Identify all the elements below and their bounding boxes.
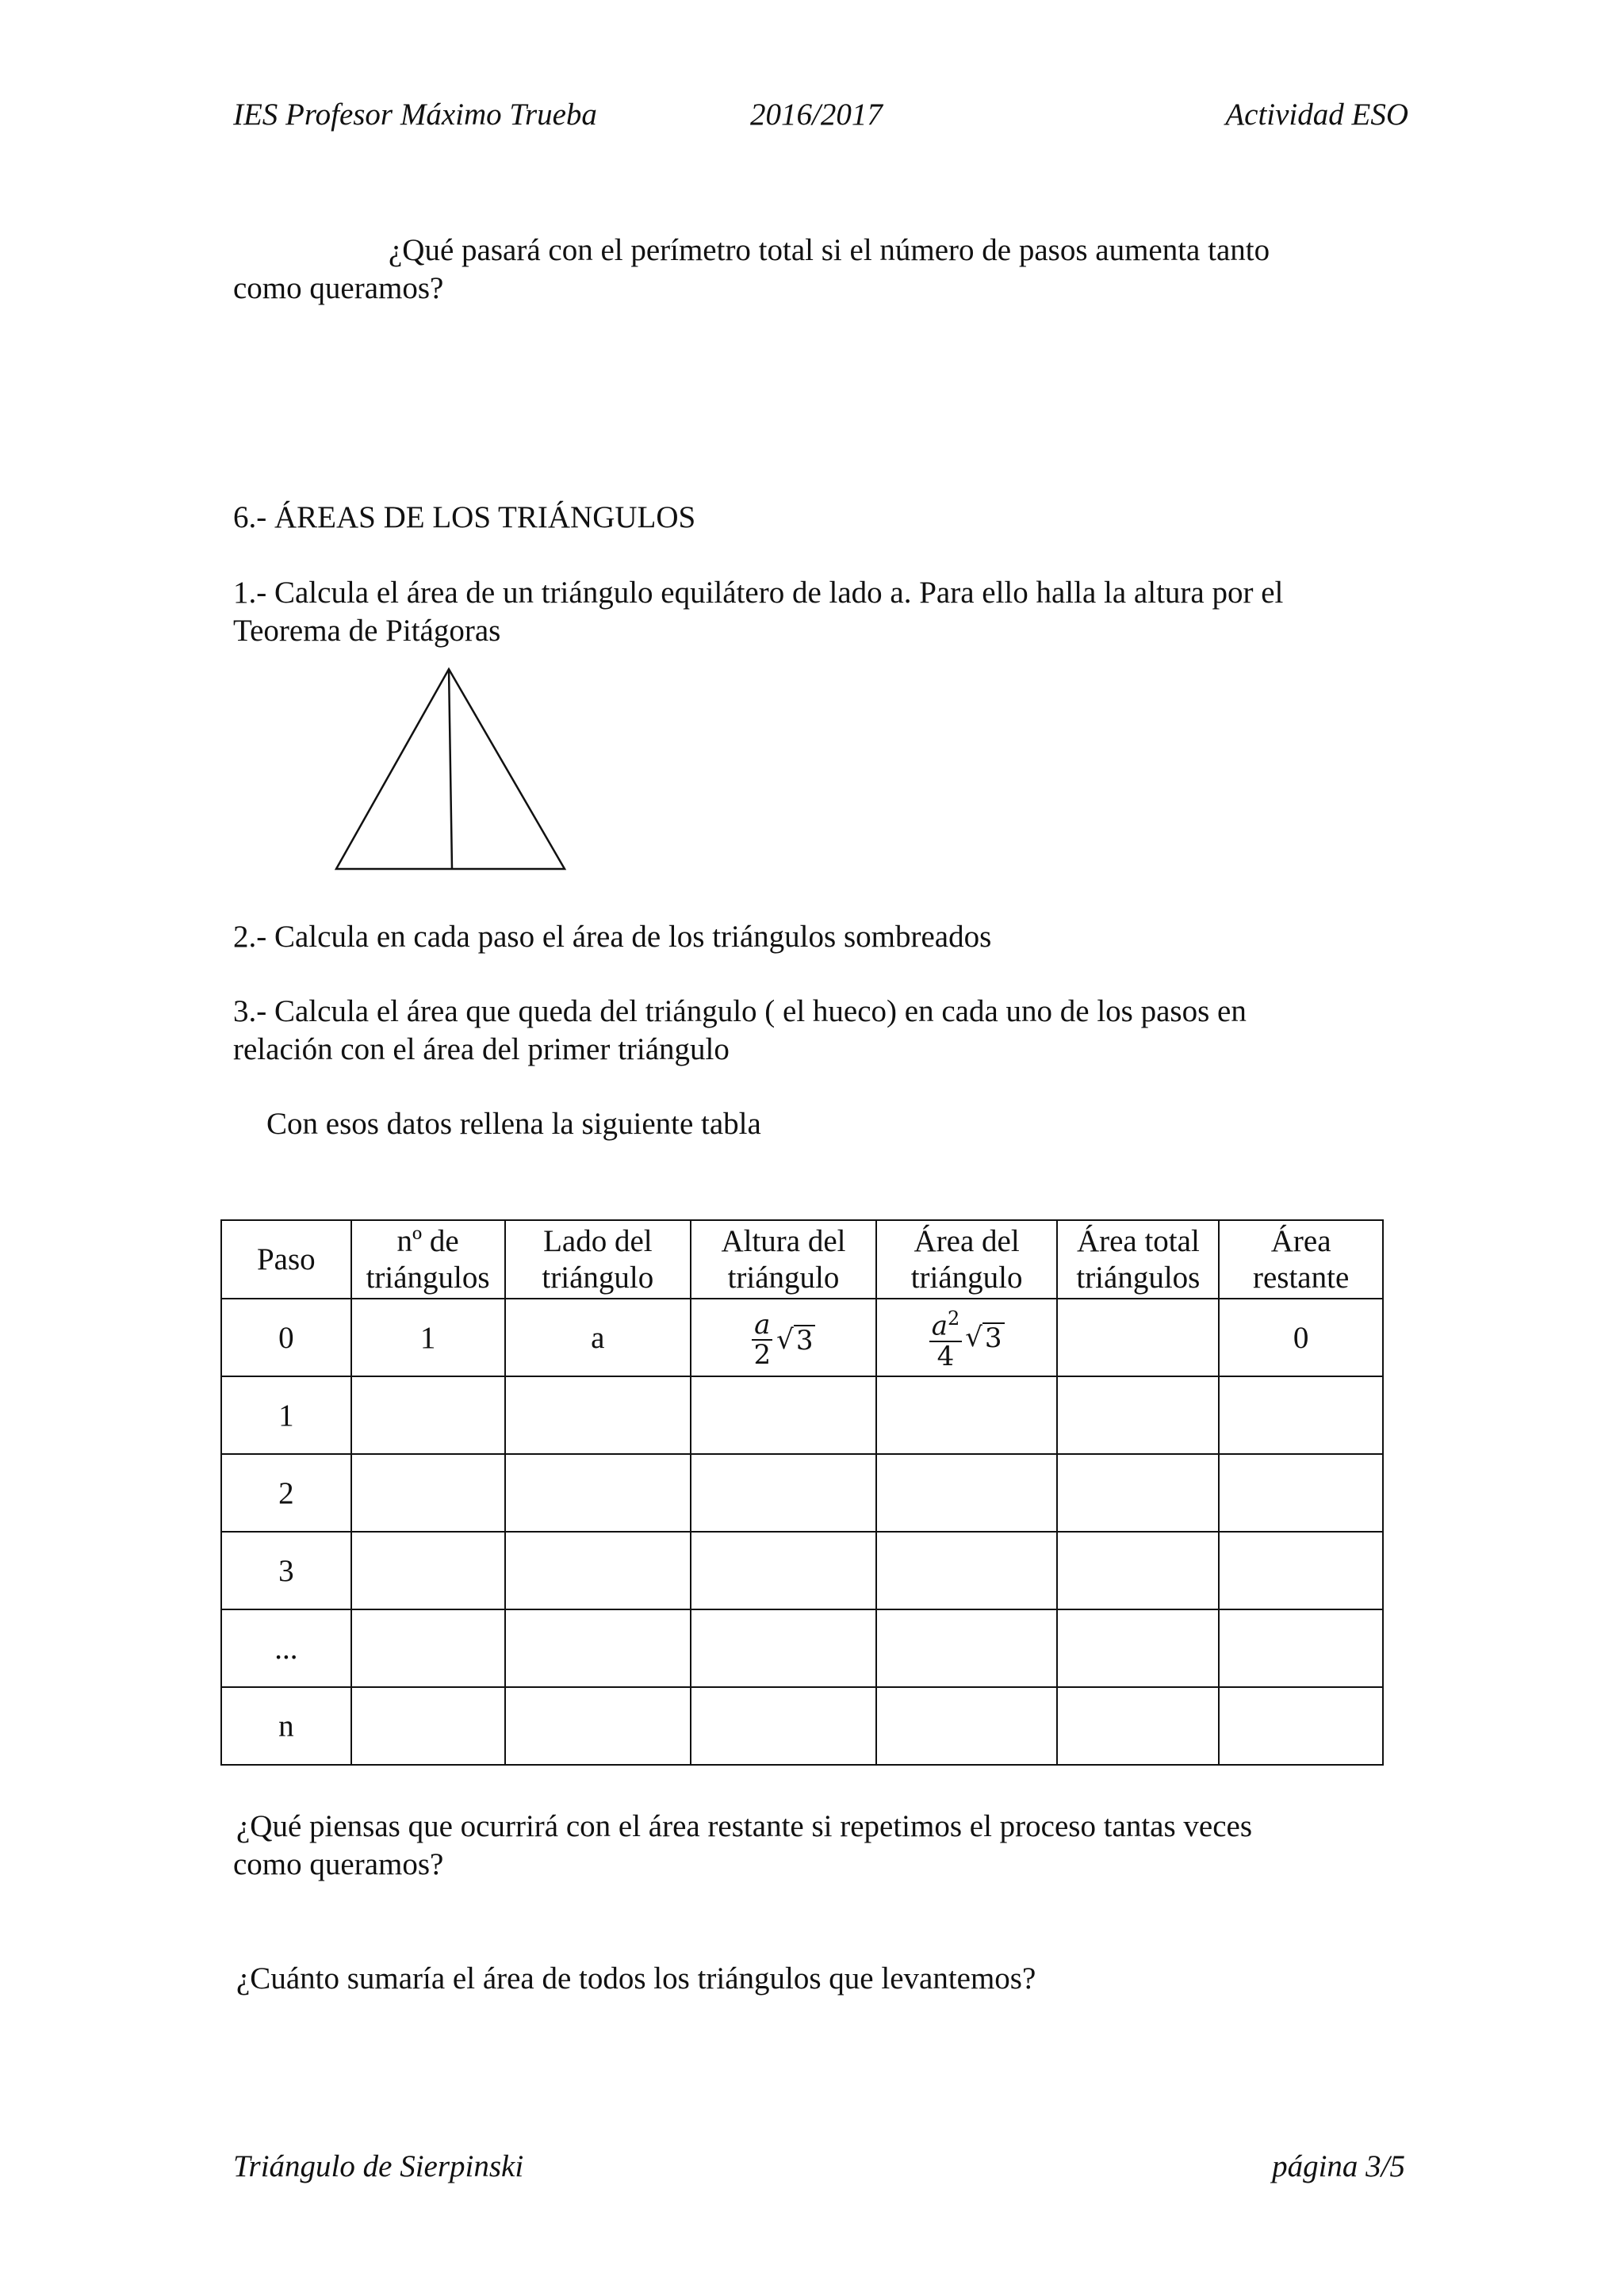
header-school: IES Profesor Máximo Trueba <box>233 98 597 132</box>
table-row <box>221 1609 1383 1687</box>
height-formula <box>752 1311 816 1369</box>
cell-total-area[interactable] <box>1057 1299 1219 1376</box>
section-title: 6.- ÁREAS DE LOS TRIÁNGULOS <box>233 500 696 534</box>
intro-question-line1: ¿Qué pasará con el perímetro total si el número de pasos aumenta tanto <box>389 233 1270 267</box>
cell-empty[interactable] <box>1057 1454 1219 1532</box>
cell-empty[interactable] <box>1057 1687 1219 1765</box>
area-numerator-exponent: 2 <box>947 1307 960 1330</box>
table-row <box>221 1454 1383 1532</box>
area-numerator-base: a <box>931 1310 948 1342</box>
cell-paso: n <box>221 1687 351 1765</box>
cell-paso: 3 <box>221 1532 351 1609</box>
equilateral-triangle-figure <box>325 658 579 878</box>
cell-empty[interactable] <box>876 1454 1058 1532</box>
cell-empty[interactable] <box>691 1376 876 1454</box>
cell-empty[interactable] <box>691 1454 876 1532</box>
cell-height-formula <box>691 1299 876 1376</box>
table-row <box>221 1532 1383 1609</box>
header-total-area: Área total triángulos <box>1057 1220 1219 1299</box>
task1-line2: Teorema de Pitágoras <box>233 614 501 648</box>
task3-line2: relación con el área del primer triángulo <box>233 1032 730 1066</box>
cell-empty[interactable] <box>1219 1376 1383 1454</box>
cell-empty[interactable] <box>876 1376 1058 1454</box>
closing-question1-line2: como queramos? <box>233 1847 444 1881</box>
area-denominator: 4 <box>936 1340 955 1372</box>
table-header-row <box>221 1220 1383 1299</box>
table-row <box>221 1687 1383 1765</box>
cell-empty[interactable] <box>1219 1687 1383 1765</box>
cell-empty[interactable] <box>876 1687 1058 1765</box>
cell-empty[interactable] <box>1057 1376 1219 1454</box>
cell-empty[interactable] <box>1057 1532 1219 1609</box>
sqrt-icon: √ 3 <box>965 1322 1004 1353</box>
cell-empty[interactable] <box>505 1687 691 1765</box>
intro-question-line2: como queramos? <box>233 271 444 305</box>
cell-empty[interactable] <box>351 1376 505 1454</box>
cell-empty[interactable] <box>505 1454 691 1532</box>
cell-paso: 2 <box>221 1454 351 1532</box>
header-height: Altura del triángulo <box>691 1220 876 1299</box>
header-paso: Paso <box>221 1220 351 1299</box>
cell-paso: ... <box>221 1609 351 1687</box>
height-numerator: a <box>752 1311 772 1341</box>
cell-empty[interactable] <box>351 1454 505 1532</box>
height-denominator: 2 <box>753 1339 772 1371</box>
cell-empty[interactable] <box>505 1376 691 1454</box>
cell-empty[interactable] <box>691 1687 876 1765</box>
task2: 2.- Calcula en cada paso el área de los triángulos sombreados <box>233 920 992 954</box>
cell-empty[interactable] <box>505 1532 691 1609</box>
header-area: Área del triángulo <box>876 1220 1058 1299</box>
cell-empty[interactable] <box>691 1609 876 1687</box>
area-radicand: 3 <box>982 1322 1005 1353</box>
height-radicand: 3 <box>794 1325 816 1355</box>
triangle-height-line <box>449 669 452 869</box>
cell-paso: 0 <box>221 1299 351 1376</box>
cell-empty[interactable] <box>1219 1454 1383 1532</box>
header-num-triangles: nº de triángulos <box>351 1220 505 1299</box>
cell-empty[interactable] <box>505 1609 691 1687</box>
header-remaining: Área restante <box>1219 1220 1383 1299</box>
header-year: 2016/2017 <box>750 98 883 132</box>
table-row <box>221 1299 1383 1376</box>
cell-empty[interactable] <box>351 1532 505 1609</box>
cell-side: a <box>505 1299 691 1376</box>
cell-empty[interactable] <box>1057 1609 1219 1687</box>
header-activity: Actividad ESO <box>1225 98 1408 132</box>
cell-empty[interactable] <box>351 1687 505 1765</box>
fill-table-instruction: Con esos datos rellena la siguiente tabla <box>266 1107 761 1141</box>
task1-line1: 1.- Calcula el área de un triángulo equilátero de lado a. Para ello halla la altura por el <box>233 576 1284 610</box>
cell-empty[interactable] <box>691 1532 876 1609</box>
closing-question2: ¿Cuánto sumaría el área de todos los triángulos que levantemos? <box>236 1961 1036 1996</box>
cell-empty[interactable] <box>876 1532 1058 1609</box>
closing-question1-line1: ¿Qué piensas que ocurrirá con el área restante si repetimos el proceso tantas veces <box>236 1809 1253 1843</box>
header-side: Lado del triángulo <box>505 1220 691 1299</box>
task3-line1: 3.- Calcula el área que queda del triángulo ( el hueco) en cada uno de los pasos en <box>233 994 1247 1028</box>
cell-empty[interactable] <box>1219 1532 1383 1609</box>
sierpinski-area-table <box>220 1219 1384 1766</box>
sqrt-icon: √ 3 <box>776 1324 815 1356</box>
area-formula <box>929 1304 1005 1370</box>
cell-paso: 1 <box>221 1376 351 1454</box>
table-row <box>221 1376 1383 1454</box>
cell-empty[interactable] <box>351 1609 505 1687</box>
cell-empty[interactable] <box>1219 1609 1383 1687</box>
footer-page-number: página 3/5 <box>1272 2149 1405 2183</box>
cell-empty[interactable] <box>876 1609 1058 1687</box>
cell-area-formula <box>876 1299 1058 1376</box>
cell-num-triangles: 1 <box>351 1299 505 1376</box>
footer-title: Triángulo de Sierpinski <box>233 2149 524 2183</box>
cell-remaining: 0 <box>1219 1299 1383 1376</box>
